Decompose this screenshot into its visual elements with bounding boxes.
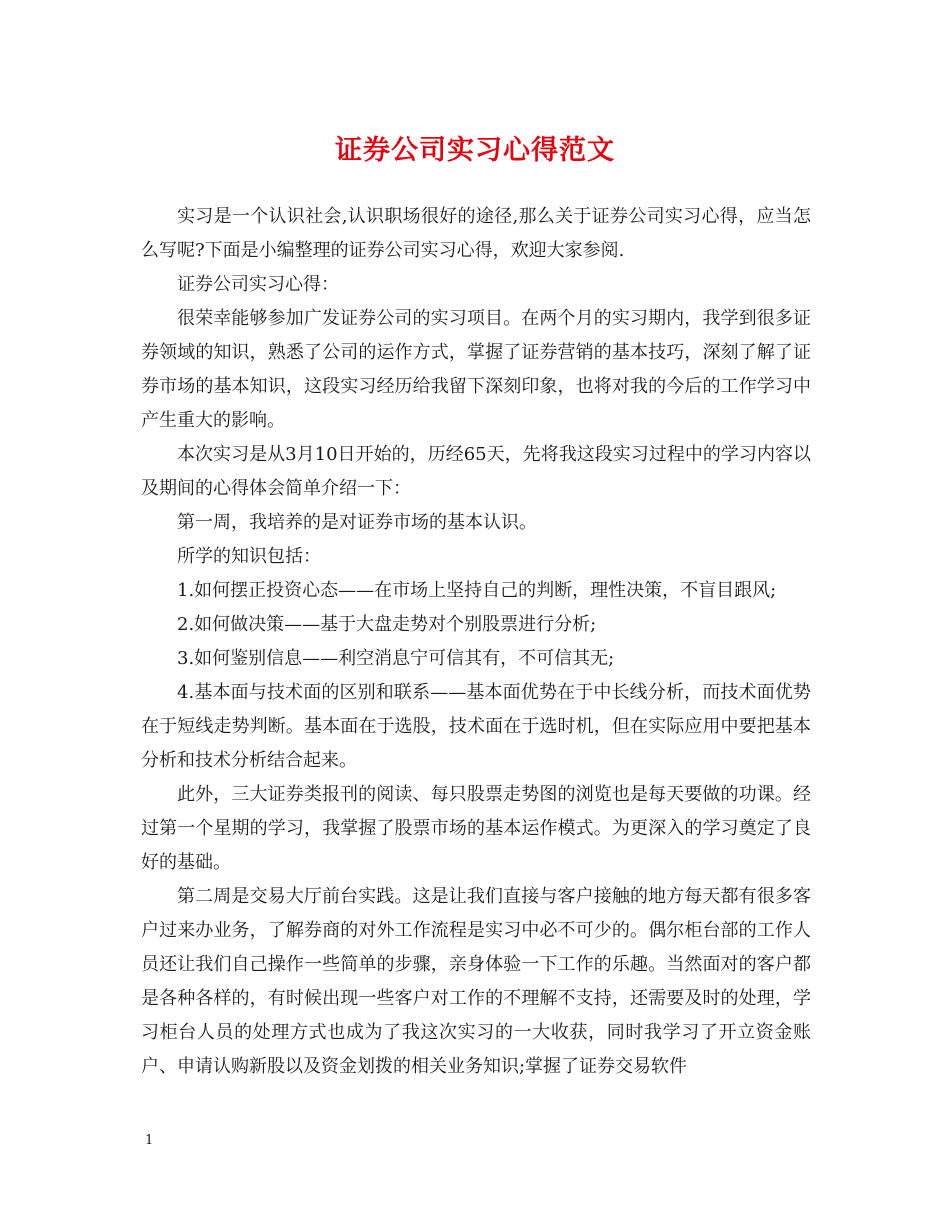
document-body [141, 200, 811, 1084]
paragraph-week-one: 第一周，我培养的是对证券市场的基本认识。 [177, 512, 537, 533]
list-item-2: 2.如何做决策——基于大盘走势对个别股票进行分析; [177, 614, 597, 635]
paragraph-intro: 实习是一个认识社会,认识职场很好的途径,那么关于证券公司实习心得，应当怎么写呢?下面是小编整理的证券公司实习心得，欢迎大家参阅. [141, 206, 811, 261]
paragraph-heading: 证券公司实习心得： [177, 274, 339, 295]
paragraph-daily-work: 此外，三大证券类报刊的阅读、每只股票走势图的浏览也是每天要做的功课。经过第一个星期的学习，我掌握了股票市场的基本运作模式。为更深入的学习奠定了良好的基础。 [141, 784, 811, 873]
list-item-4: 4.基本面与技术面的区别和联系——基本面优势在于中长线分析，而技术面优势在于短线走势判断。基本面在于选股，技术面在于选时机，但在实际应用中要把基本分析和技术分析结合起来。 [141, 682, 811, 771]
document-title: 证券公司实习心得范文 [335, 135, 615, 166]
paragraph-experience: 很荣幸能够参加广发证券公司的实习项目。在两个月的实习期内，我学到很多证券领域的知识，熟悉了公司的运作方式，掌握了证券营销的基本技巧，深刻了解了证券市场的基本知识，这段实习经历给我留下深刻印象，也将对我的今后的工作学习中产生重大的影响。 [141, 308, 811, 431]
paragraph-schedule: 本次实习是从3月10日开始的，历经65天，先将我这段实习过程中的学习内容以及期间的心得体会简单介绍一下： [141, 444, 811, 499]
paragraph-week-two: 第二周是交易大厅前台实践。这是让我们直接与客户接触的地方每天都有很多客户过来办业务，了解券商的对外工作流程是实习中必不可少的。偶尔柜台部的工作人员还让我们自己操作一些简单的步骤，亲身体验一下工作的乐趣。当然面对的客户都是各种各样的，有时候出现一些客户对工作的不理解不支持，还需要及时的处理，学习柜台人员的处理方式也成为了我这次实习的一大收获，同时我学习了开立资金账户、申请认购新股以及资金划拨的相关业务知识;掌握了证券交易软件 [141, 886, 811, 1077]
page-number: 1 [145, 1133, 154, 1148]
paragraph-knowledge-intro: 所学的知识包括： [177, 546, 321, 567]
list-item-1: 1.如何摆正投资心态——在市场上坚持自己的判断，理性决策，不盲目跟风; [177, 580, 777, 601]
list-item-3: 3.如何鉴别信息——利空消息宁可信其有，不可信其无; [177, 648, 615, 669]
